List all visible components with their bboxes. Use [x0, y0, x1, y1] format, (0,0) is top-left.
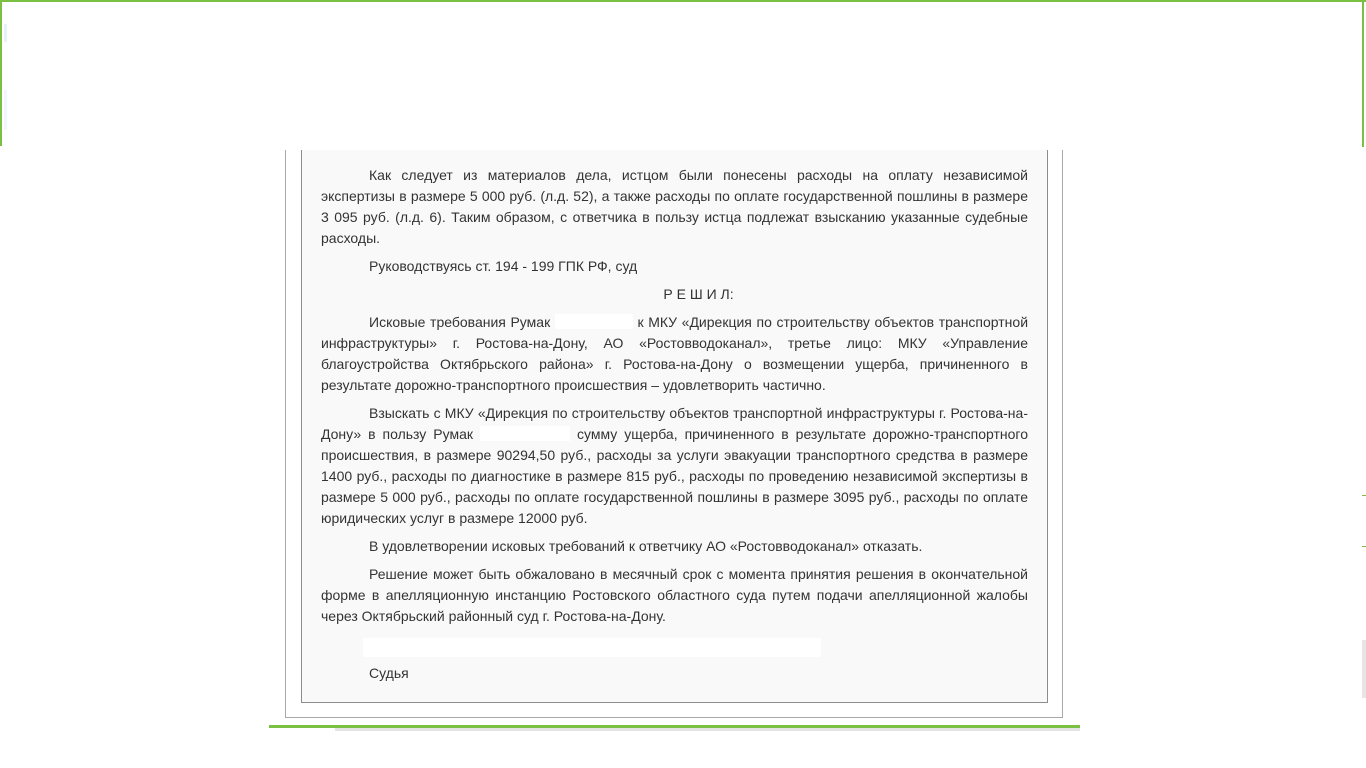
decision-heading: Р Е Ш И Л:: [663, 286, 734, 302]
recover-text-start: Взыскать с МКУ «Дирекция по строительству объектов транспортной инфраструктуры г. Ростова-на-Дону» в пользу Румак: [321, 405, 1028, 442]
footer-shadow: [335, 728, 1080, 731]
paragraph-claims: [321, 312, 1028, 396]
signature-label: Судья: [369, 665, 409, 681]
paragraph-guided-by: Руководствуясь ст. 194 - 199 ГПК РФ, суд: [369, 258, 638, 274]
paragraph-appeal: Решение может быть обжаловано в месячный срок с момента принятия решения в окончательной форме в апелляционную инстанцию Ростовского областного суда путем подачи апелляционной жалобы через Октябрьский районный суд г. Ростова-на-Дону.: [321, 566, 1028, 624]
scroll-marker: [1362, 495, 1366, 547]
paragraph-expenses: Как следует из материалов дела, истцом были понесены расходы на оплату независимой экспертизы в размере 5 000 руб. (л.д. 52), а также расходы по оплате государственной пошлины в размере 3 095 руб. (л.д. 6). Таким образом, с ответчика в пользу истца подлежат взысканию указанные судебные расходы.: [321, 167, 1028, 246]
redacted-signature: [363, 638, 821, 657]
redacted-name: [555, 314, 633, 329]
claims-text-start: Исковые требования Румак: [369, 314, 551, 330]
header-edge-mark: [4, 90, 7, 130]
paragraph-recover: [321, 403, 1028, 529]
document-body: [321, 165, 1028, 634]
scrollbar-thumb[interactable]: [1362, 640, 1366, 698]
redacted-name: [480, 426, 570, 441]
paragraph-refuse: В удовлетворении исковых требований к ответчику АО «Ростовводоканал» отказать.: [369, 538, 923, 554]
header-left-border: [0, 2, 2, 146]
claims-text-end: к МКУ «Дирекция по строительству объектов транспортной инфраструктуры» г. Ростова-на-Дону, АО «Ростовводоканал», третье лицо: МКУ «Управление благоустройства Октябрьского района» г. Ростова-на-Дону о возмещении ущерба, причиненного в результате дорожно-транспортного происшествия – удовлетворить частично.: [321, 314, 1029, 393]
header-edge-mark: [4, 24, 7, 42]
header-right-border: [1362, 2, 1364, 147]
recover-text-end: сумму ущерба, причиненного в результате дорожно-транспортного происшествия, в размере 90294,50 руб., расходы за услуги эвакуации транспортного средства в размере 1400 руб., расходы по диагностике в размере 815 руб., расходы по проведению независимой экспертизы в размере 5 000 руб., расходы по оплате государственной пошлины в размере 3095 руб., расходы по оплате юридических услуг в размере 12000 руб.: [321, 426, 1029, 526]
header-area: [0, 0, 1366, 144]
